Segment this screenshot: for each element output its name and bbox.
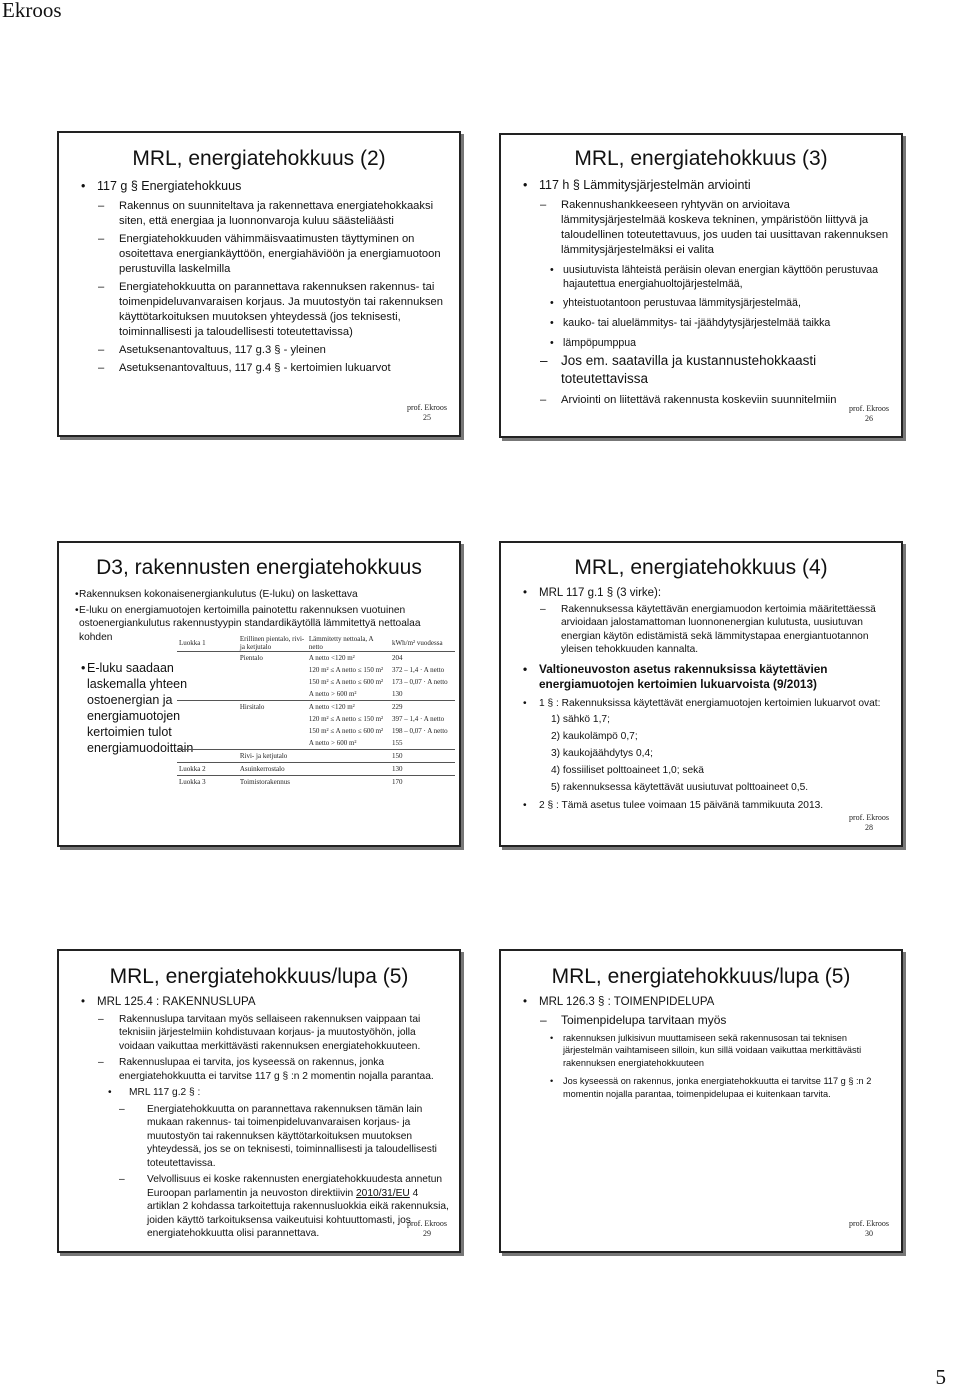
list-item: 5) rakennuksessa käytettävät uusiutuvat polttoaineet 0,5. [551,782,809,793]
list-item: • MRL 117 g.2 § : [71,1086,449,1100]
slide-25 [57,131,461,437]
list-item: – Rakennuslupaa ei tarvita, jos kyseessä on rakennus, jonka energiatehokkuutta ei tarvitse 117 g § :n 2 momentin nojalla parantaa. [71,1056,449,1083]
list-item: • E-luku saadaan laskemalla yhteen ostoenergian ja energiamuotojen kertoimien tulot energiamuodoittain [71,660,221,756]
document-header-title: Ekroos [2,0,62,22]
table-cell: 170 [390,776,455,789]
table-header-cell: Lämmitetty nettoala, A netto [307,635,390,652]
table-cell [177,725,238,737]
list-item: • 117 h § Lämmitysjärjestelmän arviointi [513,178,891,194]
list-item: 2) kaukolämpö 0,7; [551,731,638,742]
table-cell: 150 m² ≤ A netto ≤ 600 m² [308,727,384,735]
list-item: 4) fossiiliset polttoaineet 1,0; sekä [551,765,704,776]
slide-title: MRL, energiatehokkuus (3) [574,147,828,170]
list-item: 3) kaukojäähdytys 0,4; [551,748,653,759]
list-item: – Energiatehokkuuden vähimmäisvaatimusten täyttyminen on osoitettava energiankäyttöön, energiahäviöön ja energiamuotoon perustuvilla laskelmilla [71,232,449,277]
energy-class-table [177,635,455,788]
list-item: • Jos kyseessä on rakennus, jonka energiatehokkuutta ei tarvitse 117 g § :n 2 momentin nojalla parantaa, toimenpidelupaa ei kuitenkaan tarvita. [513,1075,891,1100]
table-row [177,737,455,750]
slide-title: MRL, energiatehokkuus (4) [574,556,828,579]
table-row [177,676,455,688]
footer-author: prof. Ekroos [407,403,447,412]
list-item: – Asetuksenantovaltuus, 117 g.4 § - kertoimien lukuarvot [71,361,449,376]
table-row [177,763,455,776]
directive-reference: 2010/31/EU [355,1187,410,1199]
table-cell: Rivi- ja ketjutalo [238,750,307,763]
table-cell: 130 [392,690,403,698]
footer-slide-number: 26 [865,414,873,423]
table-cell [177,664,238,676]
list-item [71,1173,449,1241]
table-cell: Asuinkerrostalo [238,763,307,776]
footer-slide-number: 29 [423,1229,431,1238]
table-cell [307,763,390,776]
list-item: • Rakennuksen kokonaisenergiankulutus (E-luku) on laskettava [65,588,449,602]
table-cell [238,664,307,676]
table-header-row [177,635,455,652]
slide-title: D3, rakennusten energiatehokkuus [96,556,422,579]
table-cell [177,652,238,665]
table-header-cell: kWh/m² vuodessa [390,635,455,652]
table-row [177,701,455,714]
footer-author: prof. Ekroos [849,404,889,413]
table-cell [238,676,307,688]
slide-30 [499,949,903,1253]
table-cell [177,713,238,725]
list-item: – Rakennuksessa käytettävän energiamuodon kertoimia määritettäessä arvioidaan jalostamattoman luonnonenergian kulutusta, uusiutuvan energian käytön edistämistä sekä lämmitystapaa energiantuotannon yleisen tehokkuuden kannalta. [513,603,891,657]
table-cell: 130 [390,763,455,776]
table-cell: 198 – 0,07 · A netto [392,727,448,735]
list-item: – Rakennus on suunniteltava ja rakennettava energiatehokkaaksi siten, että energiaa ja luonnonvaroja kuluu säästeliäästi [71,199,449,229]
list-item: • 117 g § Energiatehokkuus [71,179,449,195]
table-cell [238,737,307,750]
footer-slide-number: 28 [865,823,873,832]
table-cell: 120 m² ≤ A netto ≤ 150 m² [308,666,384,674]
page-number: 5 [935,1365,946,1389]
table-cell: A netto <120 m² [308,654,355,662]
footer-author: prof. Ekroos [849,1219,889,1228]
table-cell [177,688,238,701]
list-item: • kauko- tai aluelämmitys- tai -jäähdytysjärjestelmää taikka [513,316,891,330]
table-header-cell: Erillinen pientalo, rivi- ja ketjutalo [238,635,307,652]
table-cell: A netto <120 m² [307,701,390,714]
table-cell [307,750,390,763]
slide-footer [849,404,889,424]
table-cell [238,688,307,701]
table-cell: 155 [392,739,403,747]
list-item: – Arviointi on liitettävä rakennusta koskeviin suunnitelmiin [513,393,891,408]
table-cell [177,750,238,763]
table-row [177,750,455,763]
list-item: – Jos em. saatavilla ja kustannustehokkaasti toteutettavissa [513,352,891,388]
table-cell: 150 m² ≤ A netto ≤ 600 m² [308,678,384,686]
table-row [177,713,455,725]
table-cell: 229 [390,701,455,714]
slide-title: MRL, energiatehokkuus/lupa (5) [551,965,851,988]
list-item: • 2 § : Tämä asetus tulee voimaan 15 päivänä tammikuuta 2013. [513,799,891,813]
list-item: 1) sähkö 1,7; [551,714,610,725]
slide-title: MRL, energiatehokkuus (2) [132,147,386,170]
table-cell: 372 – 1,4 · A netto [392,666,445,674]
table-header-cell: Luokka 1 [177,635,238,652]
list-item: • rakennuksen julkisivun muuttamiseen sekä rakennusosan tai teknisen järjestelmän vaihtamiseen silloin, kun sillä voidaan vaikuttaa merkittävästi rakennuksen energiatehokkuuteen [513,1032,891,1070]
table-cell [238,725,307,737]
table-row [177,776,455,789]
list-item: • MRL 126.3 § : TOIMENPIDELUPA [513,996,891,1010]
slide-title: MRL, energiatehokkuus/lupa (5) [109,965,409,988]
table-cell [177,676,238,688]
table-cell [238,713,307,725]
list-item: – Asetuksenantovaltuus, 117 g.3 § - yleinen [71,343,449,358]
list-item: – Toimenpidelupa tarvitaan myös [513,1013,891,1028]
footer-author: prof. Ekroos [849,813,889,822]
table-cell: 120 m² ≤ A netto ≤ 150 m² [308,715,384,723]
table-cell: 150 [390,750,455,763]
table-cell [177,701,238,714]
slide-27 [57,541,461,847]
table-row [177,664,455,676]
slide-footer [849,1219,889,1239]
list-item-text: 4 artiklan 2 kohdassa tarkoitettuja rakennusluokkia eikä rakennuksia, joiden käyttö tarkoituksensa vaikeutuisi kohtuuttomasti, jos energiatehokkuutta olisi parannettava. [147,1187,449,1239]
table-cell [307,776,390,789]
table-cell: 173 – 0,07 · A netto [392,678,448,686]
list-item: • yhteistuotantoon perustuvaa lämmitysjärjestelmää, [513,296,891,310]
list-item: – Rakennushankkeeseen ryhtyvän on arvioitava lämmitysjärjestelmää koskeva tekninen, ympäristöön liittyvä ja taloudellinen toteutettavuus, jos uuden tai uusittavan rakennuksen lämmitysjärjestelmäksi ei valita [513,198,891,258]
list-item: • MRL 117 g.1 § (3 virke): [513,587,891,601]
slide-footer [407,403,447,423]
table-cell [177,737,238,750]
list-item: – Rakennuslupa tarvitaan myös sellaiseen rakennuksen vaippaan tai teknisiin järjestelmiin kohdistuvaan korjaus- ja muutostyöhön, jolla voidaan vaikuttaa merkittävästi rakennuksen energiatehokkuuteen. [71,1013,449,1054]
list-item-text: Velvollisuus ei koske rakennusten energiatehokkuudesta annetun Euroopan parlamentin ja neuvoston direktiivin [147,1174,443,1199]
slide-29 [57,949,461,1253]
list-item: • MRL 125.4 : RAKENNUSLUPA [71,996,449,1010]
table-cell: 397 – 1,4 · A netto [392,715,445,723]
list-item: • uusiutuvista lähteistä peräisin olevan energian käyttöön perustuvaa hajautettua energiahuoltojärjestelmää, [513,263,891,291]
table-cell: A netto > 600 m² [308,690,357,698]
slide-26 [499,133,903,438]
list-item: – Energiatehokkuutta on parannettava rakennuksen rakennus- tai toimenpideluvanvaraisen korjaus. Ja muutostyön tai rakennuksen käyttötarkoituksen muutoksen yhteydessä (jos teknisesti, toiminnallisesti ja taloudellisesti toteutettavissa) [71,280,449,340]
list-item: • E-luku on energiamuotojen kertoimilla painotettu rakennuksen vuotuinen ostoenergiankulutus rakennustyypin standardikäytöllä lämmitettyä nettoalaa kohden [65,604,449,645]
slide-footer [407,1219,447,1239]
list-item: • 1 § : Rakennuksissa käytettävät energiamuotojen kertoimien lukuarvot ovat: [513,697,891,711]
table-cell: Pientalo [239,654,263,662]
list-item: • Valtioneuvoston asetus rakennuksissa käytettävien energiamuotojen kertoimien lukuarvoista (9/2013) [513,662,891,693]
table-cell: Luokka 3 [177,776,238,789]
table-cell: 204 [392,654,403,662]
table-cell: Hirsitalo [238,701,307,714]
table-cell: Luokka 2 [177,763,238,776]
slide-28 [499,541,903,847]
footer-slide-number: 25 [423,413,431,422]
table-cell: Toimistorakennus [238,776,307,789]
table-row [177,652,455,665]
table-cell: A netto > 600 m² [308,739,357,747]
footer-slide-number: 30 [865,1229,873,1238]
list-item: – Energiatehokkuutta on parannettava rakennuksen tämän lain mukaan rakennus- tai toimenpideluvanvaraisen korjaus- ja muutostyön tai rakennuksen käyttötarkoituksen muutoksen yhteydessä, jos se on teknisesti, toiminnallisesti ja taloudellisesti toteutettavissa. [71,1103,449,1171]
table-row [177,725,455,737]
slide-footer [849,813,889,833]
table-row [177,688,455,701]
list-item: • lämpöpumppua [513,336,891,350]
footer-author: prof. Ekroos [407,1219,447,1228]
